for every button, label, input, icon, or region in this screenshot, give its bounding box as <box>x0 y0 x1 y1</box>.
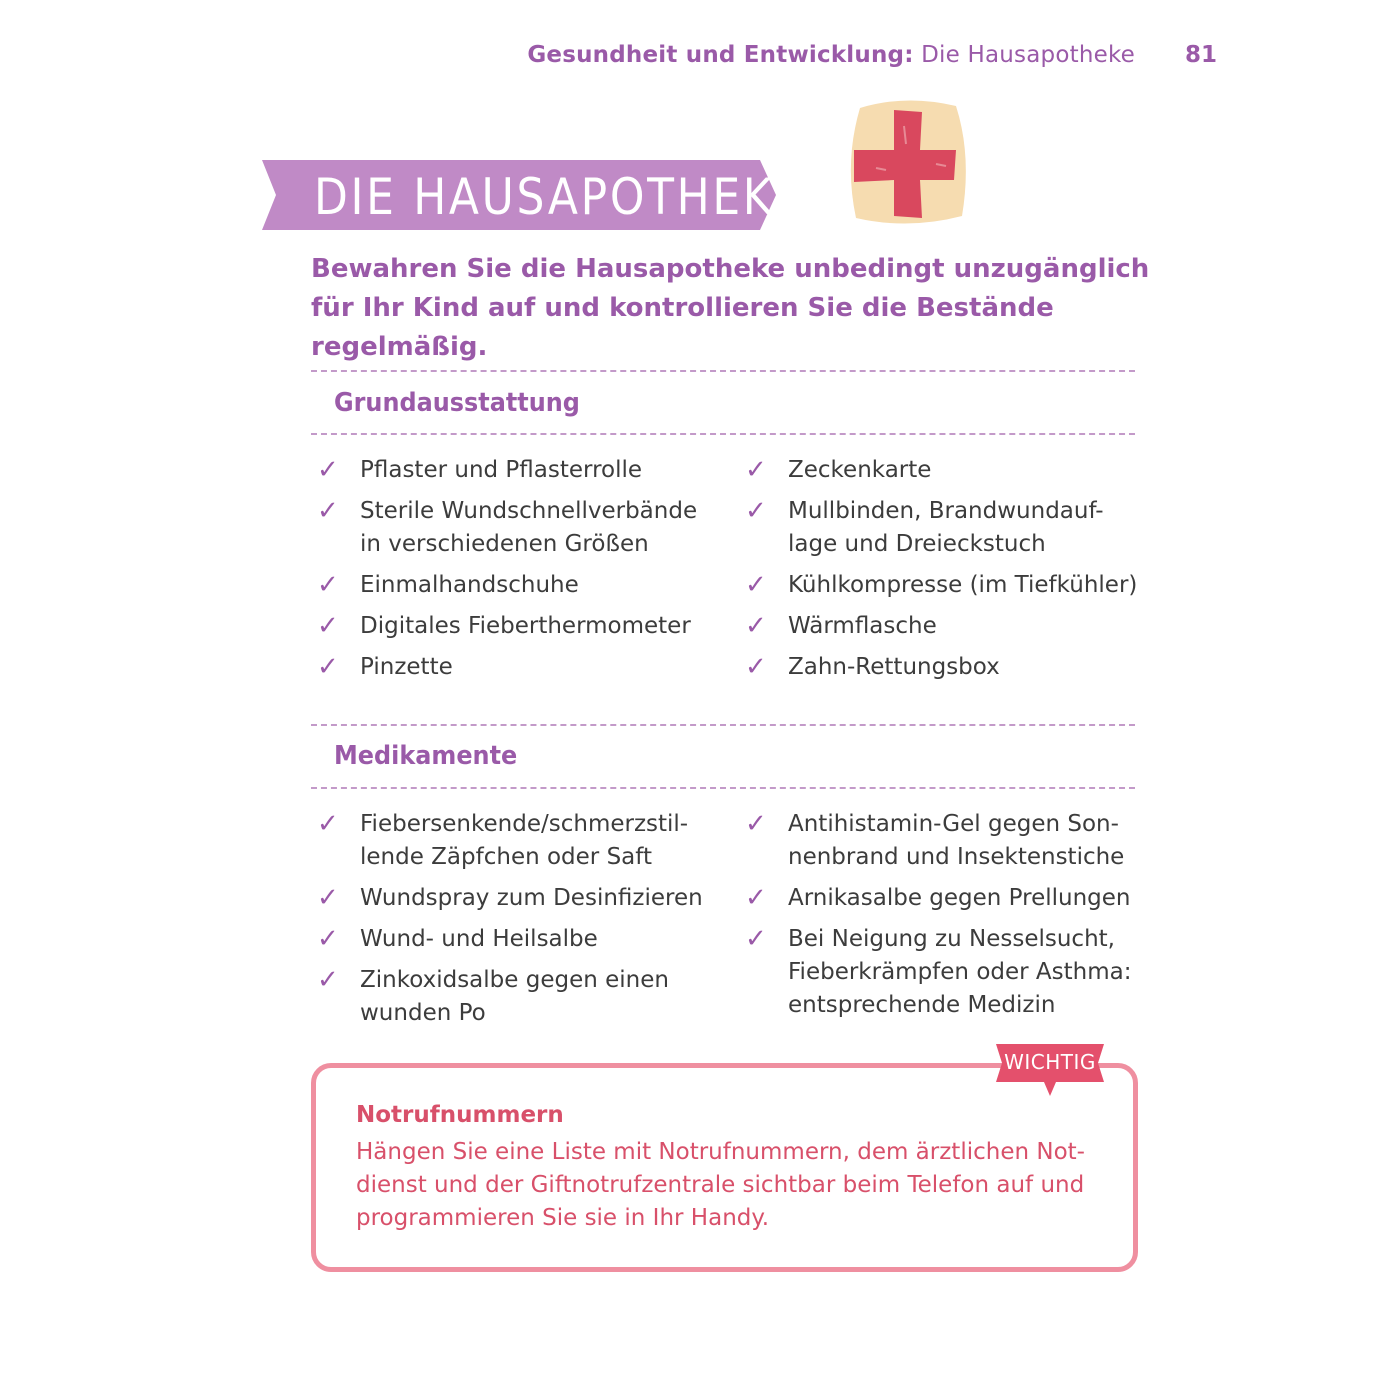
checkmark-icon: ✓ <box>317 611 339 641</box>
title-banner <box>262 160 805 230</box>
divider <box>311 433 1135 435</box>
checklist-item <box>741 454 1141 487</box>
checklist-item <box>313 651 713 684</box>
checklist-item-label: Sterile Wundschnellverbände in verschiedenen Größen <box>360 498 698 557</box>
checklist-item <box>313 808 713 874</box>
divider <box>311 787 1135 789</box>
checkmark-icon: ✓ <box>317 924 339 954</box>
checkmark-icon: ✓ <box>317 496 339 526</box>
checklist-item <box>741 495 1141 561</box>
checklist-item-label: Arnikasalbe gegen Prellungen <box>788 885 1131 911</box>
section-heading-grundausstattung: Grundausstattung <box>334 388 580 418</box>
running-header <box>527 42 1135 68</box>
checklist-item-label: Mullbinden, Brandwundauf- lage und Dreieckstuch <box>788 498 1104 557</box>
checklist-item <box>741 569 1141 602</box>
page-number: 81 <box>1185 42 1218 68</box>
checklist-item <box>313 964 713 1030</box>
checklist-item <box>313 454 713 487</box>
checkmark-icon: ✓ <box>317 652 339 682</box>
intro-text: Bewahren Sie die Hausapotheke unbedingt unzugänglich für Ihr Kind auf und kontrollieren Sie die Bestände regelmäßig. <box>311 254 1150 362</box>
checkmark-icon: ✓ <box>745 455 767 485</box>
important-text: Hängen Sie eine Liste mit Notrufnummern, dem ärztlichen Not- dienst und der Giftnotrufzentrale sichtbar beim Telefon auf und programmieren Sie sie in Ihr Handy. <box>356 1139 1085 1231</box>
running-header-topic: Die Hausapotheke <box>921 42 1135 68</box>
checklist-item <box>741 923 1141 1022</box>
checklist-item <box>313 882 713 915</box>
checklist-item-label: Pinzette <box>360 654 453 680</box>
checkmark-icon: ✓ <box>745 496 767 526</box>
checklist-medikamente-right <box>741 808 1141 1030</box>
checklist-item <box>313 610 713 643</box>
checklist-grundausstattung-right <box>741 454 1141 692</box>
section-heading-medikamente: Medikamente <box>334 741 518 771</box>
checkmark-icon: ✓ <box>317 570 339 600</box>
page-title: DIE HAUSAPOTHEKE <box>314 168 805 226</box>
checklist-grundausstattung-left <box>313 454 713 692</box>
checklist-item <box>741 882 1141 915</box>
checkmark-icon: ✓ <box>317 883 339 913</box>
checklist-item <box>313 923 713 956</box>
checklist-item-label: Einmalhandschuhe <box>360 572 579 598</box>
checklist-item-label: Antihistamin-Gel gegen Son- nenbrand und Insektenstiche <box>788 811 1125 870</box>
checkmark-icon: ✓ <box>745 809 767 839</box>
checkmark-icon: ✓ <box>317 455 339 485</box>
checklist-item-label: Zinkoxidsalbe gegen einen wunden Po <box>360 967 669 1026</box>
checkmark-icon: ✓ <box>317 965 339 995</box>
important-title: Notrufnummern <box>356 1102 564 1128</box>
checkmark-icon: ✓ <box>745 652 767 682</box>
checkmark-icon: ✓ <box>745 924 767 954</box>
checklist-item-label: Fiebersenkende/schmerzstil- lende Zäpfchen oder Saft <box>360 811 689 870</box>
checklist-medikamente-left <box>313 808 713 1038</box>
checklist-item-label: Zeckenkarte <box>788 457 932 483</box>
checklist-item <box>741 610 1141 643</box>
checklist-item-label: Wärmflasche <box>788 613 937 639</box>
checkmark-icon: ✓ <box>745 611 767 641</box>
checklist-item-label: Bei Neigung zu Nesselsucht, Fieberkrämpfen oder Asthma: entsprechende Medizin <box>788 926 1132 1018</box>
checklist-item <box>313 495 713 561</box>
checklist-item-label: Pflaster und Pflasterrolle <box>360 457 643 483</box>
checklist-item-label: Wundspray zum Desinfizieren <box>360 885 703 911</box>
checklist-item-label: Digitales Fieberthermometer <box>360 613 691 639</box>
running-header-section: Gesundheit und Entwicklung: <box>527 42 914 68</box>
checklist-item <box>741 808 1141 874</box>
red-cross-icon <box>846 96 970 228</box>
checklist-item-label: Kühlkompresse (im Tiefkühler) <box>788 572 1138 598</box>
checkmark-icon: ✓ <box>745 883 767 913</box>
checklist-item-label: Wund- und Heilsalbe <box>360 926 598 952</box>
checkmark-icon: ✓ <box>317 809 339 839</box>
checklist-item <box>741 651 1141 684</box>
divider <box>311 724 1135 726</box>
checkmark-icon: ✓ <box>745 570 767 600</box>
checklist-item-label: Zahn-Rettungsbox <box>788 654 1000 680</box>
important-tag-label: WICHTIG <box>1004 1050 1096 1074</box>
divider <box>311 370 1135 372</box>
checklist-item <box>313 569 713 602</box>
important-tag <box>996 1044 1104 1098</box>
